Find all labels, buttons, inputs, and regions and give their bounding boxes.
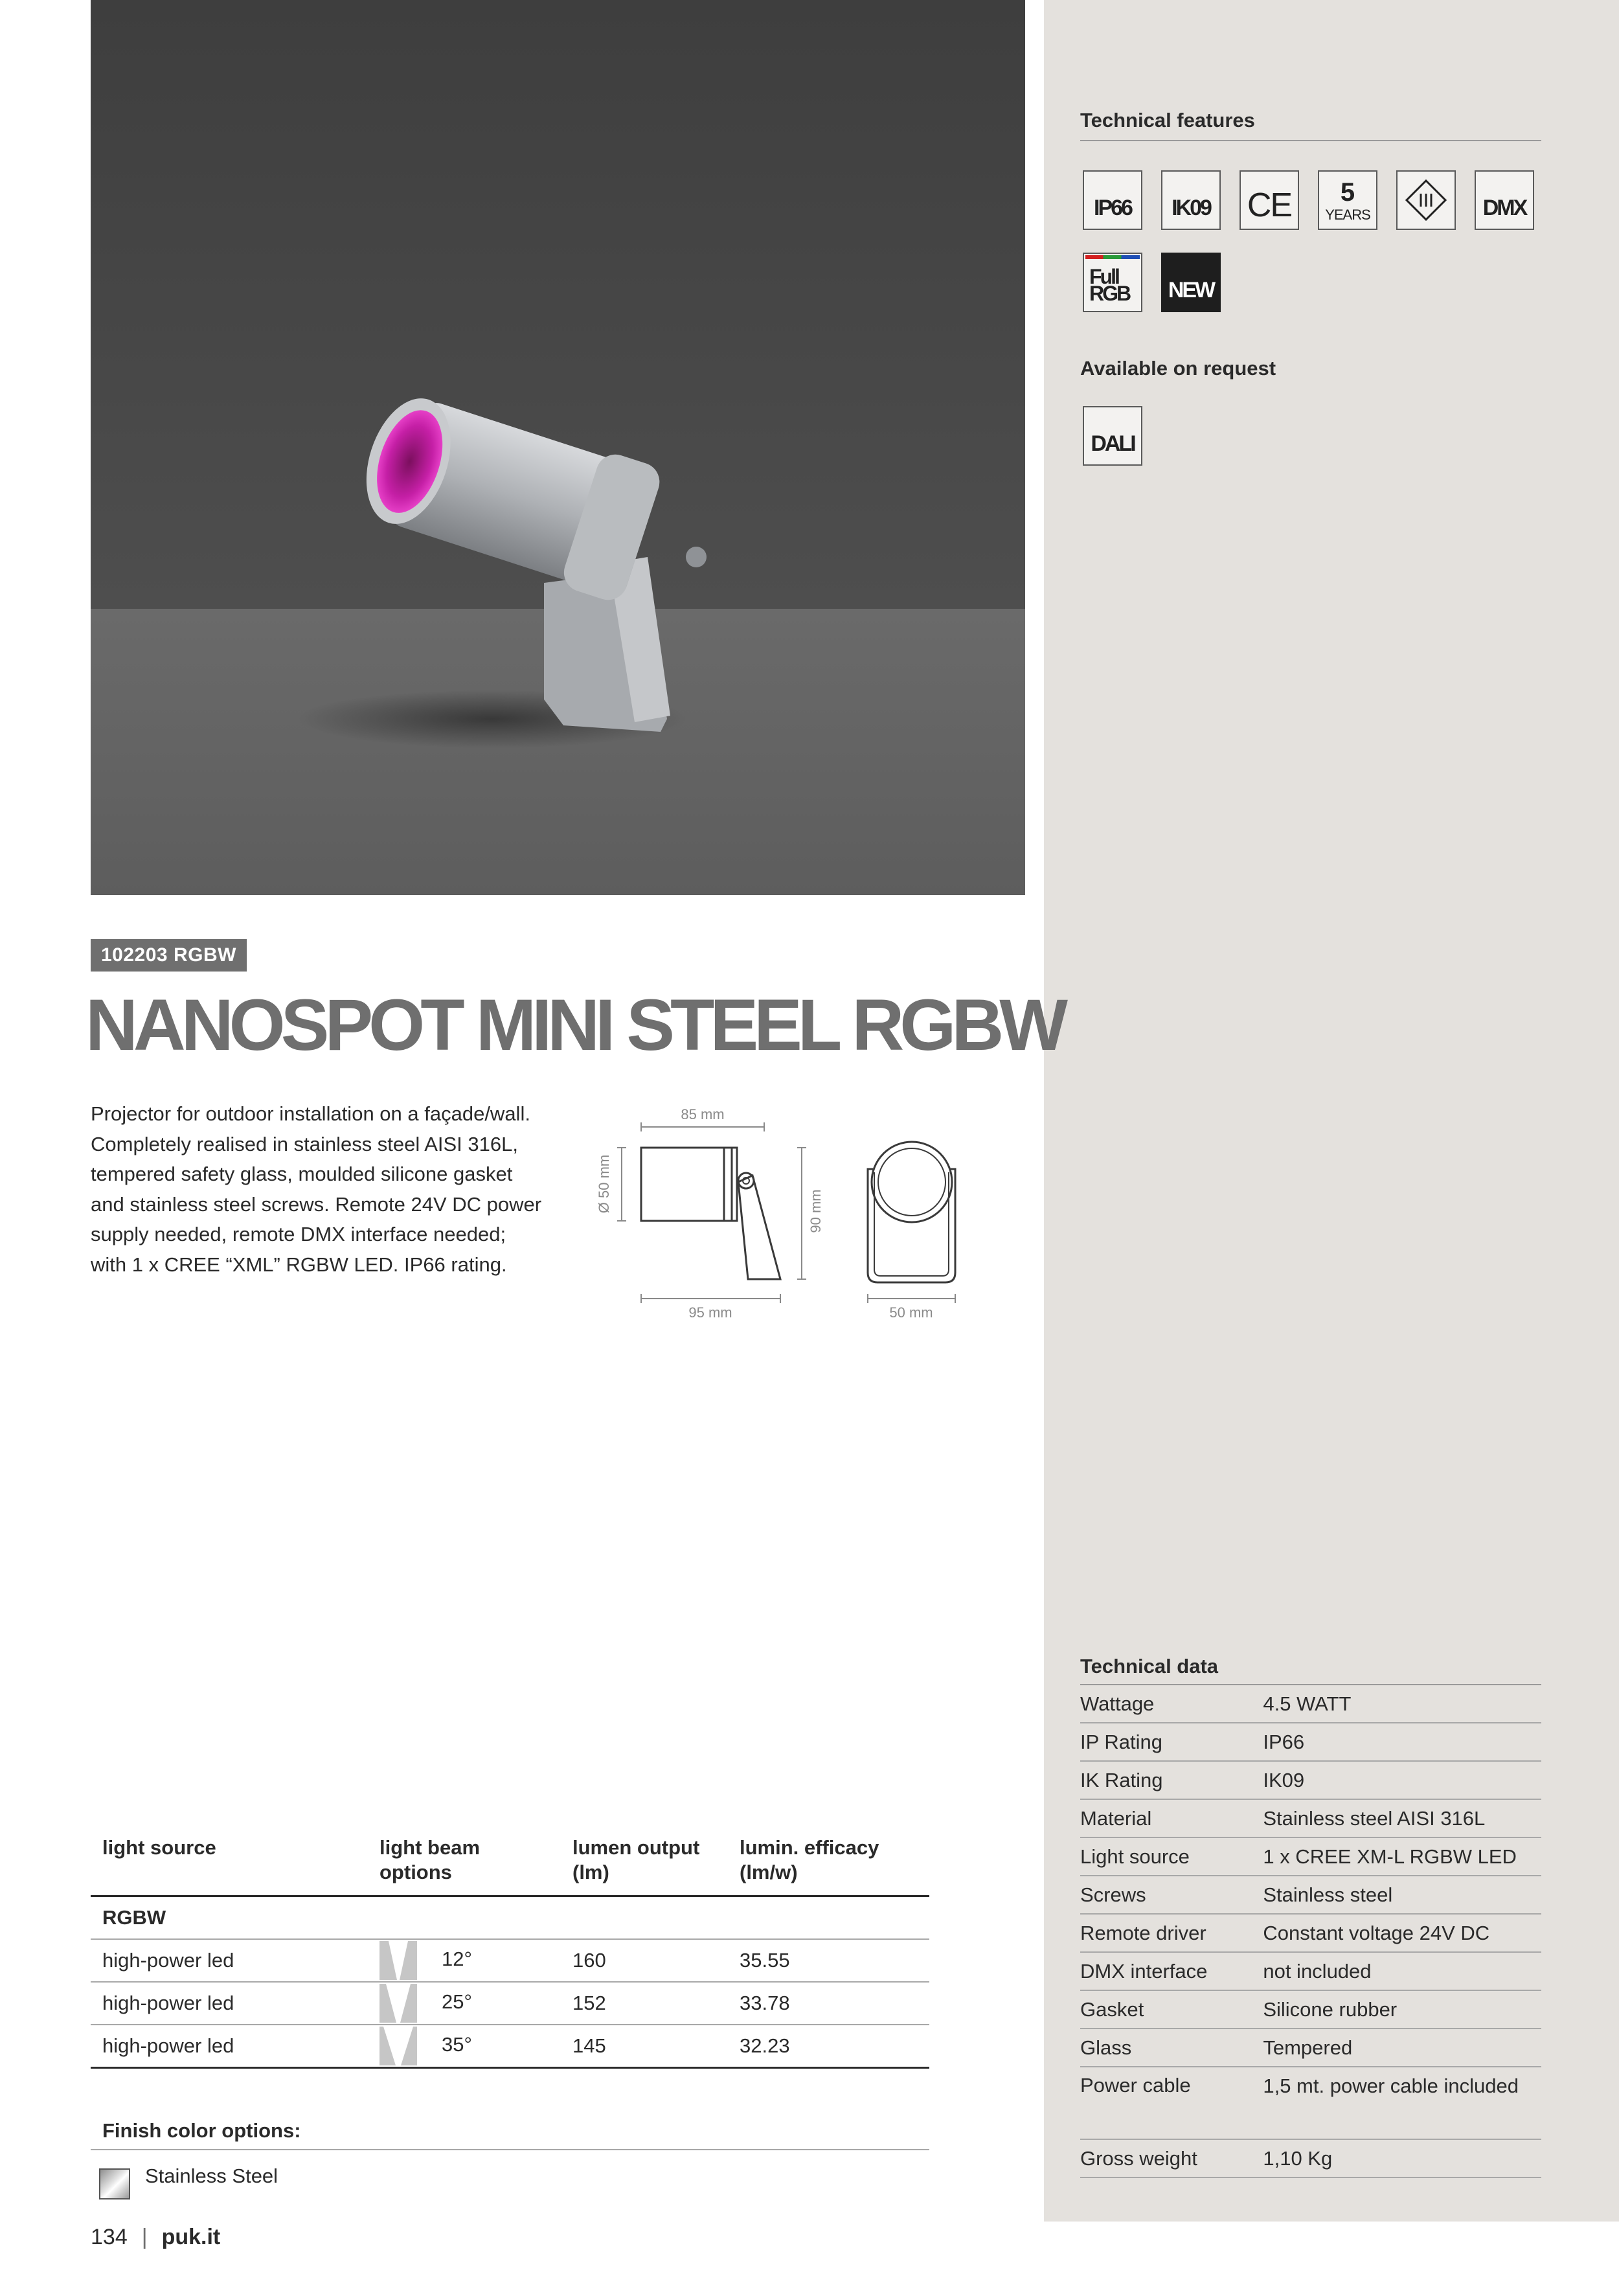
dim-length-label: 95 mm (688, 1304, 732, 1321)
finish-heading: Finish color options: (102, 2119, 301, 2142)
col-light-beam: light beam options (368, 1825, 561, 1896)
table-group-row: RGBW (91, 1896, 929, 1940)
table-row: high-power led 12° 160 35.55 (91, 1939, 929, 1982)
warranty-5-years-icon: 5 YEARS (1318, 170, 1377, 230)
product-title: NANOSPOT MINI STEEL RGBW (85, 984, 1063, 1065)
tech-row-light-source: Light source 1 x CREE XM-L RGBW LED (1080, 1837, 1541, 1876)
col-lumin-efficacy: lumin. efficacy (lm/w) (728, 1825, 929, 1896)
light-source-table (91, 1825, 929, 2069)
footer-separator: | (141, 2225, 148, 2249)
tech-row-gross-weight: Gross weight 1,10 Kg (1080, 2139, 1541, 2177)
beam-35-icon (379, 2027, 417, 2065)
tech-row-material: Material Stainless steel AISI 316L (1080, 1799, 1541, 1837)
tech-row-ik-rating: IK Rating IK09 (1080, 1761, 1541, 1799)
ce-mark-icon: CE (1240, 170, 1299, 230)
finish-option-label: Stainless Steel (145, 2165, 278, 2187)
dali-icon: DALI (1083, 406, 1142, 466)
dimension-drawing (583, 1098, 971, 1324)
page-footer (91, 2225, 220, 2250)
product-code-badge: 102203 RGBW (91, 939, 247, 972)
tech-row-ip-rating: IP Rating IP66 (1080, 1723, 1541, 1761)
divider (1080, 140, 1541, 141)
ip66-icon: IP66 (1083, 170, 1142, 230)
dim-diameter-label: Ø 50 mm (596, 1154, 612, 1214)
tech-row-remote-driver: Remote driver Constant voltage 24V DC (1080, 1914, 1541, 1952)
tech-row-wattage: Wattage 4.5 WATT (1080, 1685, 1541, 1723)
new-icon: NEW (1161, 253, 1221, 312)
site-link[interactable]: puk.it (161, 2225, 221, 2249)
stainless-steel-swatch-icon (99, 2168, 130, 2199)
tech-row-glass: Glass Tempered (1080, 2029, 1541, 2067)
dmx-icon: DMX (1475, 170, 1534, 230)
beam-12-icon (379, 1941, 417, 1980)
tech-row-gasket: Gasket Silicone rubber (1080, 1990, 1541, 2029)
col-light-source: light source (91, 1825, 368, 1896)
dim-top-label: 85 mm (681, 1106, 725, 1122)
dim-width-label: 50 mm (889, 1304, 933, 1321)
dim-height-label: 90 mm (808, 1189, 824, 1233)
col-lumen-output: lumen output (lm) (561, 1825, 728, 1896)
product-description: Projector for outdoor installation on a façade/wall. Completely realised in stainless steel AISI 316L, tempered safety glass, moulded silicone gasket and stainless steel screws. Remote 24V DC power supply needed, remote DMX interface needed; with 1 x CREE “XML” RGBW LED. IP66 rating. (91, 1102, 542, 1276)
ik09-icon: IK09 (1161, 170, 1221, 230)
tech-row-screws: Screws Stainless steel (1080, 1876, 1541, 1914)
table-row: high-power led 25° 152 33.78 (91, 1982, 929, 2025)
table-row: high-power led 35° 145 32.23 (91, 2025, 929, 2068)
full-rgb-icon: Full RGB (1083, 253, 1142, 312)
divider (91, 2149, 929, 2150)
beam-25-icon (379, 1984, 417, 2023)
technical-data-heading: Technical data (1080, 1655, 1219, 1677)
product-photo (91, 0, 1025, 895)
technical-features-heading: Technical features (1080, 109, 1255, 131)
tech-row-dmx-interface: DMX interface not included (1080, 1952, 1541, 1990)
table-header-row (91, 1825, 929, 1896)
page-number: 134 (91, 2225, 128, 2249)
tech-row-power-cable: Power cable 1,5 mt. power cable included (1080, 2067, 1541, 2139)
class-iii-icon (1396, 170, 1456, 230)
available-on-request-heading: Available on request (1080, 357, 1276, 380)
technical-data-table (1080, 1685, 1541, 2178)
